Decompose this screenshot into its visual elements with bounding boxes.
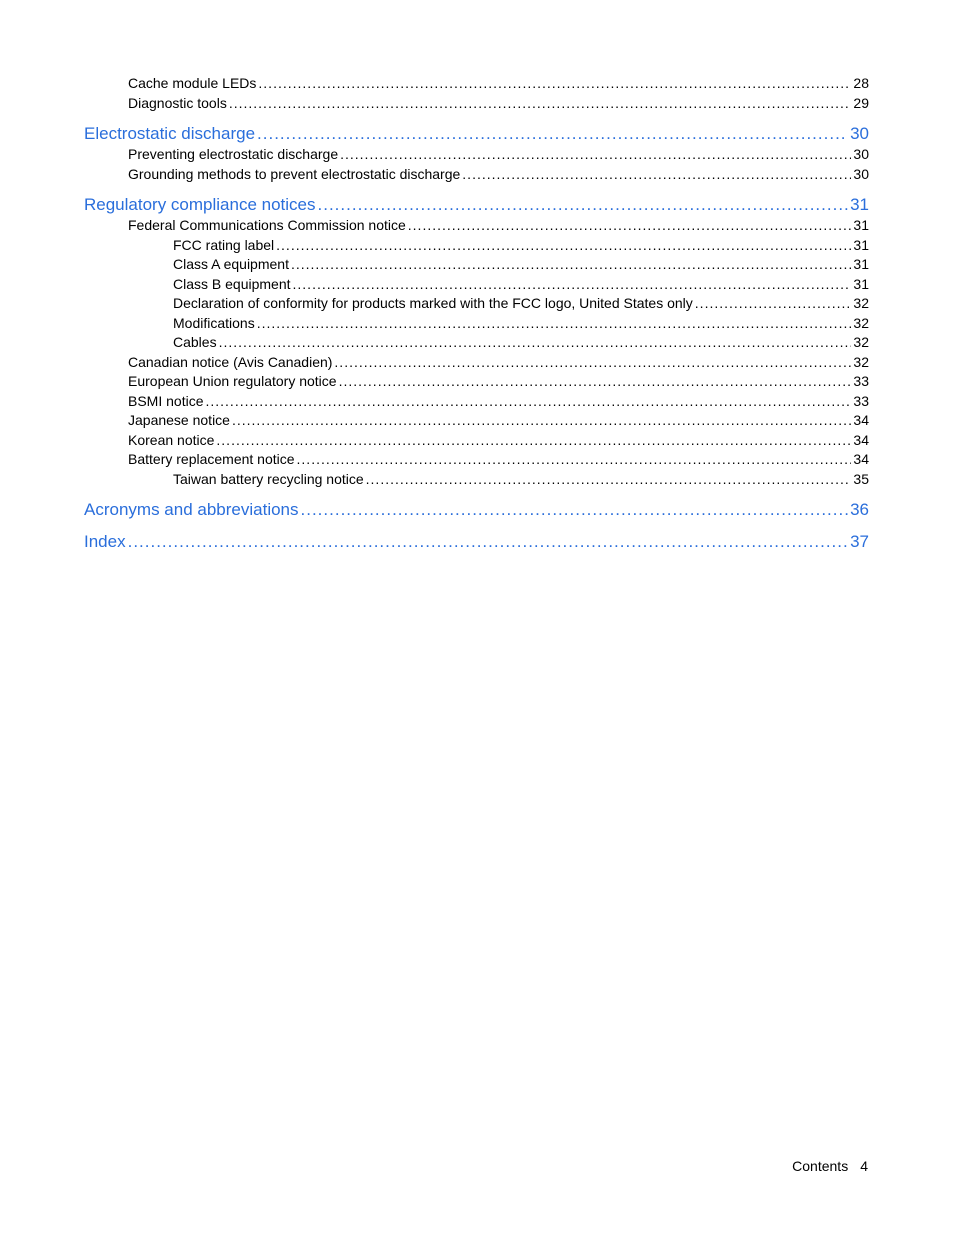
toc-entry-page: 33 [853,392,869,409]
dot-leader [216,431,851,451]
toc-entry-title: Grounding methods to prevent electrostatic discharge [128,165,461,182]
toc-chapter-index[interactable] [84,531,869,553]
toc-entry-fcc-notice[interactable] [84,216,869,236]
toc-subentry-title: Cables [173,334,217,350]
dot-leader [339,372,852,392]
footer-page-number: 4 [860,1158,868,1174]
toc-chapter-title: Index [84,532,126,551]
table-of-contents [84,74,869,553]
toc-entry-battery-notice[interactable] [84,450,869,470]
toc-entry-cache-module-leds[interactable] [84,74,869,94]
dot-leader [301,499,849,521]
toc-entry-title: BSMI notice [128,392,204,409]
toc-entry-bsmi-notice[interactable] [84,392,869,412]
toc-entry-page: 28 [853,75,869,91]
dot-leader [408,216,852,236]
toc-entry-page: 33 [853,373,869,389]
toc-subentry-title: Taiwan battery recycling notice [173,470,364,487]
dot-leader [462,165,851,185]
dot-leader [128,531,848,553]
toc-subentry-title: FCC rating label [173,236,275,253]
dot-leader [257,314,852,334]
toc-subentry-class-b[interactable] [84,275,869,295]
toc-subentry-page: 35 [853,470,869,487]
toc-subentry-title: Class A equipment [173,256,289,272]
toc-entry-eu-notice[interactable] [84,372,869,392]
toc-chapter-page: 36 [850,500,869,519]
dot-leader [257,123,848,145]
toc-subentry-modifications[interactable] [84,314,869,334]
toc-chapter-title: Acronyms and abbreviations [84,500,299,519]
toc-entry-grounding-methods[interactable] [84,165,869,185]
toc-subentry-title: Class B equipment [173,275,291,292]
toc-subentry-page: 31 [853,275,869,292]
dot-leader [205,392,851,412]
toc-entry-title: Cache module LEDs [128,75,257,91]
toc-entry-title: Diagnostic tools [128,94,227,111]
dot-leader [334,353,851,373]
toc-subentry-page: 31 [853,256,869,272]
dot-leader [695,294,852,314]
dot-leader [229,94,852,114]
toc-subentry-page: 32 [853,295,869,311]
toc-entry-page: 32 [853,353,869,370]
toc-entry-canadian-notice[interactable] [84,353,869,373]
toc-subentry-declaration-conformity[interactable] [84,294,869,314]
toc-entry-page: 34 [853,412,869,428]
toc-entry-korean-notice[interactable] [84,431,869,451]
page-footer [792,1158,868,1174]
toc-entry-title: Battery replacement notice [128,451,295,467]
toc-entry-preventing-esd[interactable] [84,145,869,165]
dot-leader [318,194,849,216]
dot-leader [340,145,851,165]
dot-leader [219,333,852,353]
toc-entry-title: European Union regulatory notice [128,373,337,389]
toc-chapter-page: 31 [850,195,869,214]
toc-subentry-page: 32 [853,334,869,350]
footer-section-label: Contents [792,1158,849,1174]
dot-leader [366,470,852,490]
toc-subentry-fcc-rating-label[interactable] [84,236,869,256]
toc-subentry-taiwan-battery[interactable] [84,470,869,490]
toc-entry-title: Korean notice [128,431,215,448]
toc-subentry-title: Modifications [173,314,255,331]
toc-entry-japanese-notice[interactable] [84,411,869,431]
toc-entry-page: 29 [853,94,869,111]
toc-entry-title: Preventing electrostatic discharge [128,146,339,162]
toc-chapter-title: Electrostatic discharge [84,124,256,143]
toc-entry-page: 34 [853,431,869,448]
dot-leader [297,450,852,470]
toc-chapter-acronyms[interactable] [84,499,869,521]
toc-entry-title: Japanese notice [128,412,230,428]
dot-leader [291,255,851,275]
toc-chapter-page: 37 [850,532,869,551]
toc-subentry-title: Declaration of conformity for products marked with the FCC logo, United States only [173,295,693,311]
toc-chapter-electrostatic-discharge[interactable] [84,123,869,145]
toc-subentry-cables[interactable] [84,333,869,353]
toc-entry-page: 34 [853,451,869,467]
dot-leader [232,411,851,431]
toc-entry-page: 30 [853,146,869,162]
toc-chapter-title: Regulatory compliance notices [84,195,316,214]
dot-leader [276,236,851,256]
toc-entry-page: 31 [853,217,869,233]
dot-leader [258,74,851,94]
toc-entry-diagnostic-tools[interactable] [84,94,869,114]
toc-entry-title: Federal Communications Commission notice [128,217,406,233]
toc-entry-title: Canadian notice (Avis Canadien) [128,353,333,370]
toc-subentry-page: 32 [853,314,869,331]
toc-subentry-page: 31 [853,236,869,253]
toc-chapter-page: 30 [850,124,869,143]
toc-entry-page: 30 [853,165,869,182]
toc-chapter-regulatory-notices[interactable] [84,194,869,216]
toc-subentry-class-a[interactable] [84,255,869,275]
dot-leader [293,275,852,295]
